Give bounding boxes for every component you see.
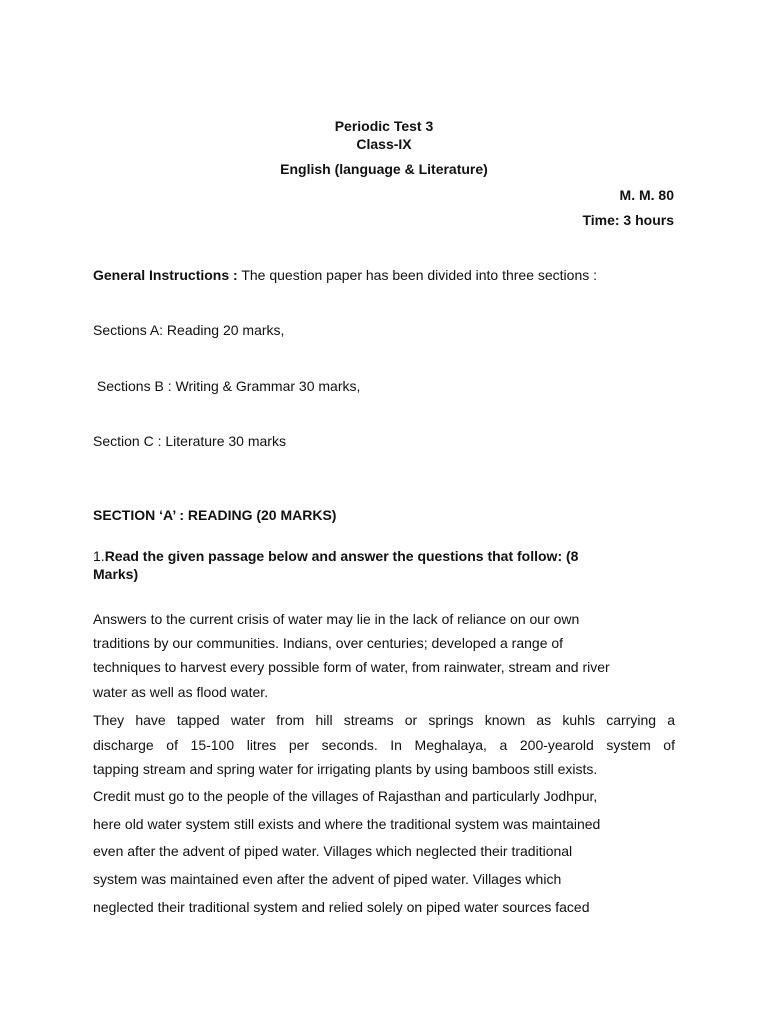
passage-line: Answers to the current crisis of water may lie in the lack of reliance on our own (93, 611, 580, 627)
passage-line: They have tapped water from hill streams or springs known as kuhls carrying a (93, 712, 675, 728)
question-1-line1 (93, 548, 578, 564)
passage-line: Credit must go to the people of the villages of Rajasthan and particularly Jodhpur, (93, 788, 598, 804)
question-1-line2: Marks) (93, 566, 139, 582)
max-marks: M. M. 80 (619, 187, 674, 203)
question-number: 1. (93, 548, 105, 564)
passage-line: here old water system still exists and where the traditional system was maintained (93, 816, 601, 832)
passage-line: tapping stream and spring water for irrigating plants by using bamboos still exists. (93, 761, 598, 777)
passage-line: discharge of 15-100 litres per seconds. In Meghalaya, a 200-yearold system of (93, 737, 675, 753)
section-a-info: Sections A: Reading 20 marks, (93, 322, 285, 338)
subject-label: English (language & Literature) (280, 161, 488, 177)
passage-line: system was maintained even after the advent of piped water. Villages which (93, 871, 562, 887)
section-c-info: Section C : Literature 30 marks (93, 433, 286, 449)
time-allowed: Time: 3 hours (582, 212, 674, 228)
passage-line: even after the advent of piped water. Villages which neglected their traditional (93, 843, 573, 859)
instructions-text: The question paper has been divided into three sections : (237, 267, 598, 283)
instructions-label: General Instructions : (93, 267, 238, 283)
general-instructions (93, 267, 597, 283)
section-a-heading: SECTION ‘A’ : READING (20 MARKS) (93, 507, 337, 523)
question-1-text: Read the given passage below and answer the questions that follow: (8 (104, 548, 579, 564)
passage-line: traditions by our communities. Indians, over centuries; developed a range of (93, 635, 564, 651)
section-b-info: Sections B : Writing & Grammar 30 marks, (93, 378, 361, 394)
class-label: Class-IX (356, 136, 412, 152)
passage-line: neglected their traditional system and relied solely on piped water sources faced (93, 899, 590, 915)
passage-line: techniques to harvest every possible form of water, from rainwater, stream and river (93, 659, 610, 675)
passage-line: water as well as flood water. (93, 684, 269, 700)
test-title: Periodic Test 3 (334, 118, 434, 134)
